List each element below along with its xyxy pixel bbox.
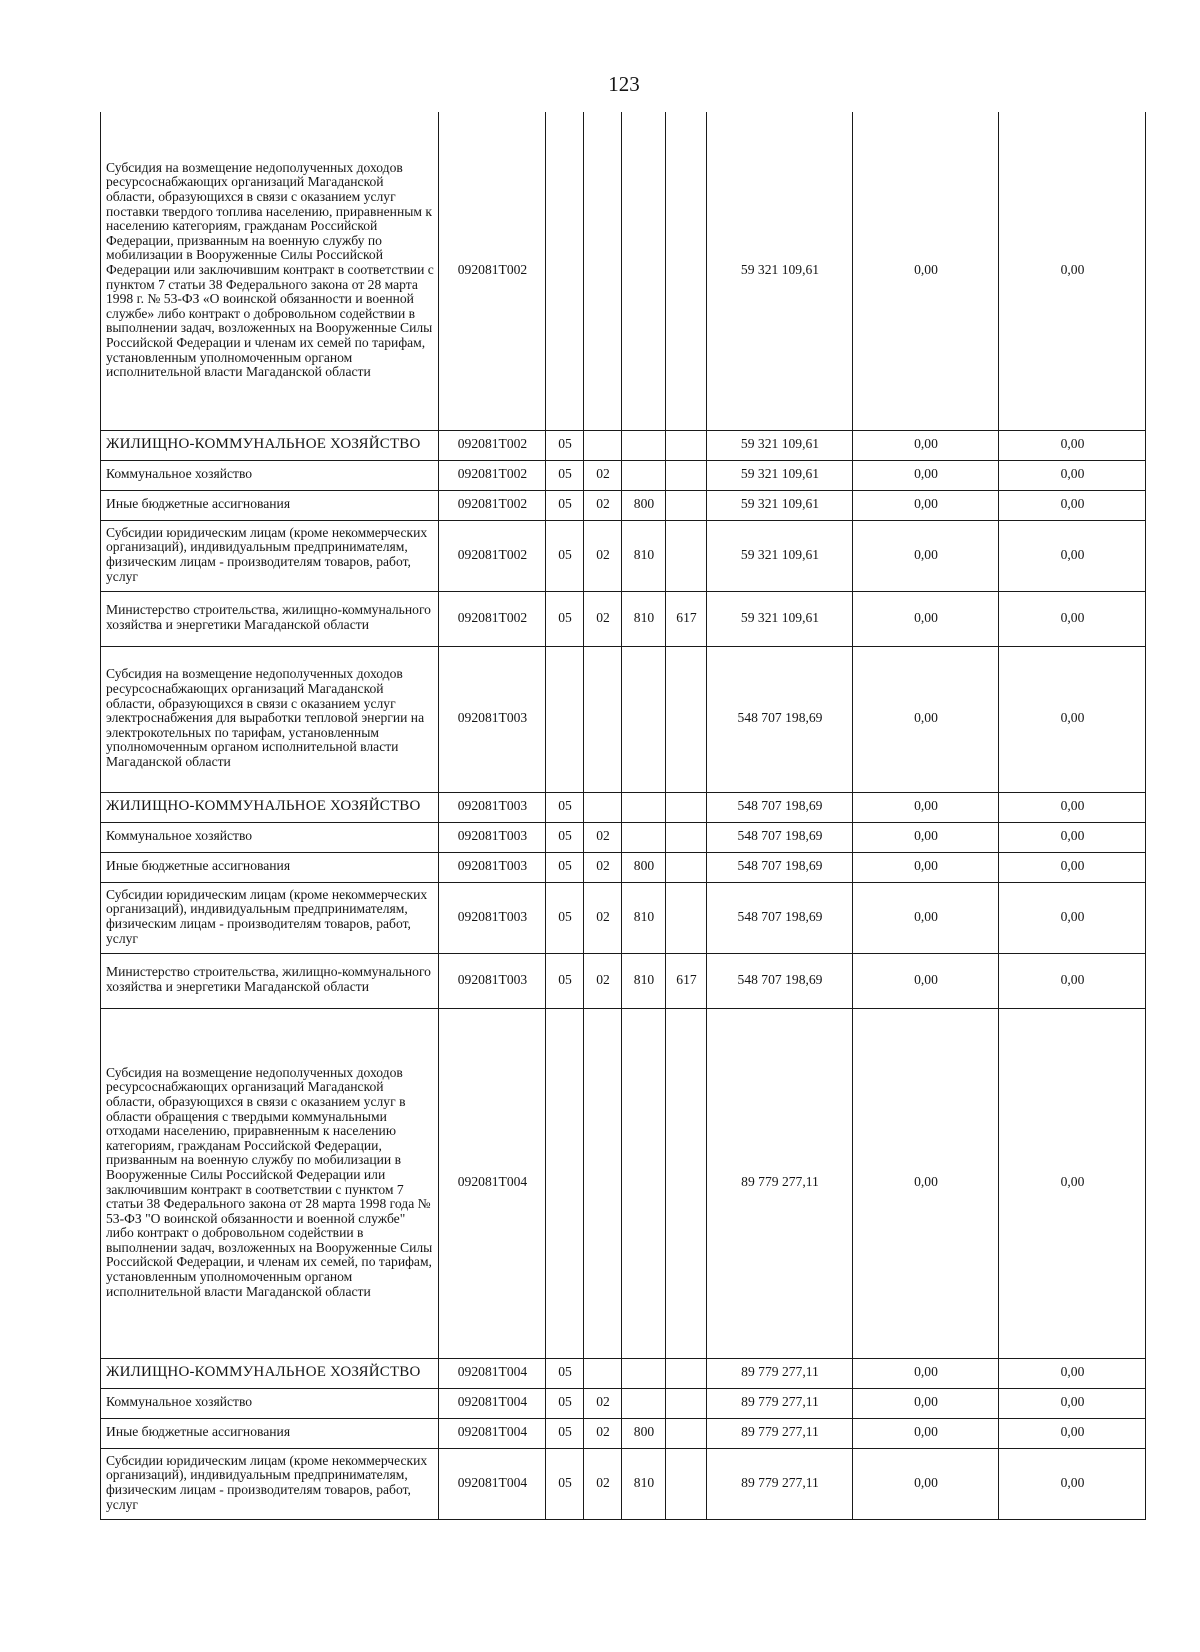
row-section: 05 [546, 1418, 584, 1448]
row-code: 092081Т002 [439, 520, 546, 591]
row-sum-year3: 0,00 [999, 1418, 1146, 1448]
row-subsection: 02 [584, 1418, 622, 1448]
row-sum-year2: 0,00 [853, 1008, 999, 1358]
row-sum-year3: 0,00 [999, 1448, 1146, 1519]
row-grbs [666, 430, 707, 460]
row-section [546, 1008, 584, 1358]
row-subsection: 02 [584, 882, 622, 953]
row-expense-type: 810 [622, 520, 666, 591]
row-name: Коммунальное хозяйство [101, 460, 439, 490]
row-sum-current: 548 707 198,69 [707, 646, 853, 792]
row-sum-year3: 0,00 [999, 1358, 1146, 1388]
row-sum-year3: 0,00 [999, 852, 1146, 882]
row-name: Субсидия на возмещение недополученных доходов ресурсоснабжающих организаций Магаданской области, образующихся в связи с оказанием услуг в области обращения с твердыми коммунальными отходами населению, приравненным к населению категориям, гражданам Российской Федерации, призванным на военную службу по мобилизации в Вооруженные Силы Российской Федерации или заключившим контракт в соответствии с пунктом 7 статьи 38 Федерального закона от 28 марта 1998 года № 53-ФЗ "О воинской обязанности и военной службе" либо контракт о добровольном содействии в выполнении задач, возложенных на Вооруженные Силы Российской Федерации, и членам их семей, по тарифам, установленным уполномоченным органом исполнительной власти Магаданской области [101, 1008, 439, 1358]
row-subsection [584, 112, 622, 430]
row-expense-type: 800 [622, 490, 666, 520]
row-grbs [666, 1418, 707, 1448]
row-section: 05 [546, 520, 584, 591]
row-name: Коммунальное хозяйство [101, 1388, 439, 1418]
row-name: Министерство строительства, жилищно-коммунального хозяйства и энергетики Магаданской области [101, 591, 439, 646]
row-expense-type: 800 [622, 852, 666, 882]
row-grbs [666, 882, 707, 953]
row-name: ЖИЛИЩНО-КОММУНАЛЬНОЕ ХОЗЯЙСТВО [101, 430, 439, 460]
row-grbs [666, 1388, 707, 1418]
row-expense-type [622, 1358, 666, 1388]
row-grbs [666, 1358, 707, 1388]
table-row [101, 792, 1146, 822]
row-sum-year2: 0,00 [853, 882, 999, 953]
row-code: 092081Т003 [439, 822, 546, 852]
row-code: 092081Т003 [439, 953, 546, 1008]
row-sum-year3: 0,00 [999, 520, 1146, 591]
row-expense-type: 810 [622, 882, 666, 953]
row-subsection: 02 [584, 1388, 622, 1418]
row-name: Субсидии юридическим лицам (кроме некоммерческих организаций), индивидуальным предпринимателям, физическим лицам - производителям товаров, работ, услуг [101, 520, 439, 591]
row-sum-year2: 0,00 [853, 520, 999, 591]
row-sum-year2: 0,00 [853, 430, 999, 460]
table-row [101, 1358, 1146, 1388]
table-row [101, 112, 1146, 430]
row-subsection: 02 [584, 1448, 622, 1519]
row-sum-year2: 0,00 [853, 1358, 999, 1388]
row-sum-current: 548 707 198,69 [707, 852, 853, 882]
table-row [101, 520, 1146, 591]
row-subsection: 02 [584, 953, 622, 1008]
row-grbs [666, 460, 707, 490]
row-section: 05 [546, 953, 584, 1008]
row-code: 092081Т004 [439, 1448, 546, 1519]
row-grbs: 617 [666, 953, 707, 1008]
table-row [101, 591, 1146, 646]
row-code: 092081Т002 [439, 430, 546, 460]
table-row [101, 430, 1146, 460]
row-grbs [666, 1448, 707, 1519]
row-grbs [666, 112, 707, 430]
row-subsection: 02 [584, 490, 622, 520]
table-row [101, 852, 1146, 882]
row-sum-current: 59 321 109,61 [707, 430, 853, 460]
row-section: 05 [546, 430, 584, 460]
row-name: Субсидия на возмещение недополученных доходов ресурсоснабжающих организаций Магаданской области, образующихся в связи с оказанием услуг поставки твердого топлива населению, приравненным к населению категориям, гражданам Российской Федерации, призванным на военную службу по мобилизации в Вооруженные Силы Российской Федерации или заключившим контракт в соответствии с пунктом 7 статьи 38 Федерального закона от 28 марта 1998 г. № 53-ФЗ «О воинской обязанности и военной службе» либо контракт о добровольном содействии в выполнении задач, возложенных на Вооруженные Силы Российской Федерации и членам их семей по тарифам, установленным уполномоченным органом исполнительной власти Магаданской области [101, 112, 439, 430]
row-sum-year3: 0,00 [999, 112, 1146, 430]
row-section: 05 [546, 792, 584, 822]
row-sum-year3: 0,00 [999, 646, 1146, 792]
row-name: Министерство строительства, жилищно-коммунального хозяйства и энергетики Магаданской области [101, 953, 439, 1008]
row-name: Иные бюджетные ассигнования [101, 852, 439, 882]
row-subsection: 02 [584, 852, 622, 882]
row-sum-current: 59 321 109,61 [707, 520, 853, 591]
row-sum-year2: 0,00 [853, 822, 999, 852]
row-sum-year2: 0,00 [853, 112, 999, 430]
row-section: 05 [546, 822, 584, 852]
row-code: 092081Т003 [439, 852, 546, 882]
row-sum-year2: 0,00 [853, 1448, 999, 1519]
table-row [101, 1008, 1146, 1358]
row-expense-type: 800 [622, 1418, 666, 1448]
table-row [101, 882, 1146, 953]
row-sum-year2: 0,00 [853, 792, 999, 822]
row-subsection: 02 [584, 460, 622, 490]
row-subsection [584, 646, 622, 792]
row-sum-current: 548 707 198,69 [707, 882, 853, 953]
row-code: 092081Т003 [439, 882, 546, 953]
row-name: Иные бюджетные ассигнования [101, 1418, 439, 1448]
row-section: 05 [546, 882, 584, 953]
row-code: 092081Т004 [439, 1388, 546, 1418]
row-sum-current: 89 779 277,11 [707, 1358, 853, 1388]
row-grbs [666, 646, 707, 792]
page-number: 123 [608, 72, 640, 96]
row-sum-current: 59 321 109,61 [707, 460, 853, 490]
row-sum-year3: 0,00 [999, 1388, 1146, 1418]
row-sum-year2: 0,00 [853, 490, 999, 520]
row-sum-year3: 0,00 [999, 1008, 1146, 1358]
row-subsection [584, 430, 622, 460]
table-row [101, 1448, 1146, 1519]
row-sum-current: 548 707 198,69 [707, 953, 853, 1008]
row-sum-year2: 0,00 [853, 1388, 999, 1418]
row-section: 05 [546, 591, 584, 646]
table-row [101, 1418, 1146, 1448]
row-sum-year2: 0,00 [853, 953, 999, 1008]
row-code: 092081Т004 [439, 1418, 546, 1448]
row-code: 092081Т002 [439, 112, 546, 430]
row-sum-current: 89 779 277,11 [707, 1388, 853, 1418]
row-section: 05 [546, 1388, 584, 1418]
row-grbs [666, 520, 707, 591]
row-sum-current: 89 779 277,11 [707, 1418, 853, 1448]
row-expense-type [622, 646, 666, 792]
row-expense-type: 810 [622, 1448, 666, 1519]
row-sum-year3: 0,00 [999, 460, 1146, 490]
row-grbs [666, 852, 707, 882]
row-code: 092081Т002 [439, 490, 546, 520]
table-row [101, 953, 1146, 1008]
row-name: Субсидия на возмещение недополученных доходов ресурсоснабжающих организаций Магаданской области, образующихся в связи с оказанием услуг электроснабжения для выработки тепловой энергии на электрокотельных по тарифам, установленным уполномоченным органом исполнительной власти Магаданской области [101, 646, 439, 792]
row-sum-year2: 0,00 [853, 460, 999, 490]
row-expense-type: 810 [622, 591, 666, 646]
row-sum-current: 59 321 109,61 [707, 112, 853, 430]
row-sum-current: 548 707 198,69 [707, 792, 853, 822]
row-name: Иные бюджетные ассигнования [101, 490, 439, 520]
row-name: Субсидии юридическим лицам (кроме некоммерческих организаций), индивидуальным предпринимателям, физическим лицам - производителям товаров, работ, услуг [101, 1448, 439, 1519]
row-section: 05 [546, 490, 584, 520]
row-expense-type [622, 460, 666, 490]
row-code: 092081Т002 [439, 591, 546, 646]
table-row [101, 460, 1146, 490]
row-name: ЖИЛИЩНО-КОММУНАЛЬНОЕ ХОЗЯЙСТВО [101, 792, 439, 822]
row-section [546, 112, 584, 430]
row-sum-year3: 0,00 [999, 882, 1146, 953]
row-subsection: 02 [584, 591, 622, 646]
row-expense-type [622, 1008, 666, 1358]
row-grbs: 617 [666, 591, 707, 646]
row-sum-current: 548 707 198,69 [707, 822, 853, 852]
row-section: 05 [546, 852, 584, 882]
table-row [101, 646, 1146, 792]
row-subsection [584, 792, 622, 822]
row-code: 092081Т003 [439, 792, 546, 822]
row-code: 092081Т004 [439, 1358, 546, 1388]
row-sum-year3: 0,00 [999, 792, 1146, 822]
row-grbs [666, 822, 707, 852]
row-grbs [666, 1008, 707, 1358]
row-expense-type [622, 430, 666, 460]
budget-table [100, 112, 1146, 1520]
row-expense-type [622, 1388, 666, 1418]
row-sum-current: 89 779 277,11 [707, 1448, 853, 1519]
row-sum-year2: 0,00 [853, 852, 999, 882]
row-sum-year2: 0,00 [853, 591, 999, 646]
row-sum-year3: 0,00 [999, 490, 1146, 520]
row-sum-year2: 0,00 [853, 1418, 999, 1448]
row-grbs [666, 792, 707, 822]
row-expense-type [622, 112, 666, 430]
row-sum-year3: 0,00 [999, 430, 1146, 460]
row-sum-year2: 0,00 [853, 646, 999, 792]
row-name: ЖИЛИЩНО-КОММУНАЛЬНОЕ ХОЗЯЙСТВО [101, 1358, 439, 1388]
row-subsection: 02 [584, 822, 622, 852]
table-row [101, 1388, 1146, 1418]
row-subsection [584, 1008, 622, 1358]
table-body [101, 112, 1146, 1519]
row-subsection [584, 1358, 622, 1388]
row-section: 05 [546, 1358, 584, 1388]
row-sum-year3: 0,00 [999, 953, 1146, 1008]
row-grbs [666, 490, 707, 520]
row-sum-current: 59 321 109,61 [707, 490, 853, 520]
row-name: Субсидии юридическим лицам (кроме некоммерческих организаций), индивидуальным предпринимателям, физическим лицам - производителям товаров, работ, услуг [101, 882, 439, 953]
row-sum-year3: 0,00 [999, 591, 1146, 646]
row-expense-type [622, 822, 666, 852]
row-code: 092081Т004 [439, 1008, 546, 1358]
row-subsection: 02 [584, 520, 622, 591]
table-row [101, 490, 1146, 520]
row-section: 05 [546, 460, 584, 490]
row-sum-current: 89 779 277,11 [707, 1008, 853, 1358]
row-sum-year3: 0,00 [999, 822, 1146, 852]
row-section [546, 646, 584, 792]
table-row [101, 822, 1146, 852]
row-sum-current: 59 321 109,61 [707, 591, 853, 646]
row-section: 05 [546, 1448, 584, 1519]
row-code: 092081Т002 [439, 460, 546, 490]
row-expense-type [622, 792, 666, 822]
row-name: Коммунальное хозяйство [101, 822, 439, 852]
row-expense-type: 810 [622, 953, 666, 1008]
row-code: 092081Т003 [439, 646, 546, 792]
